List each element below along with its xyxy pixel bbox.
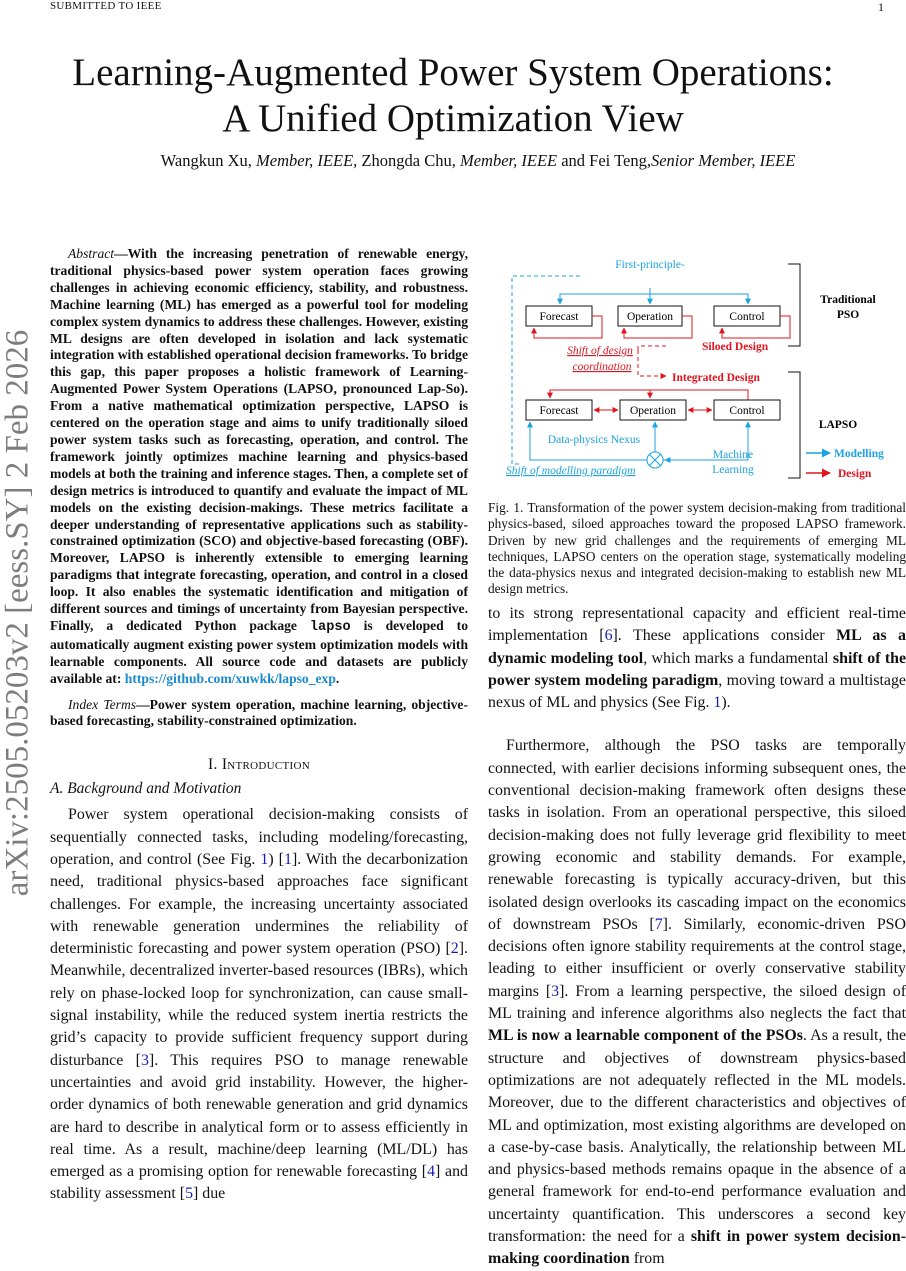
text-run: ]. This requires PSO to manage renewable uncertainties and avoid grid instability. However, the higher-order dynamics of both renewable generation and grid dynamics are hard to describe in analytical form or to assess efficiently in real time. As a result, machine/deep learning (ML/DL) has emerged as a promising option for renewable forecasting [ — [50, 1051, 468, 1181]
right-column — [488, 603, 906, 1271]
title-line-2: A Unified Optimization View — [222, 97, 684, 140]
page-number: 1 — [878, 0, 884, 14]
traditional-label: Traditional — [820, 294, 876, 306]
index-terms — [50, 697, 468, 731]
figure-1-diagram — [490, 252, 906, 484]
text-run: ). — [721, 694, 731, 712]
text-run: ]. Meanwhile, decentralized inverter-based resources (IBRs), which rely on phase-locked loop for synchronization, can cause small-signal instability, while the reduced system inertia restricts the grid’s capacity to provide sufficient frequency support during disturbance [ — [50, 940, 468, 1069]
package-name: lapso — [309, 619, 351, 635]
section-number: I. — [207, 756, 218, 774]
subsection-heading: A. Background and Motivation — [50, 780, 242, 798]
citation-link[interactable]: 4 — [427, 1163, 436, 1181]
repo-link[interactable]: https://github.com/xuwkk/lapso_exp — [124, 670, 336, 686]
bold-phrase: ML as a dynamic modeling tool — [488, 627, 906, 667]
abstract — [50, 246, 468, 688]
lapso-bracket — [788, 372, 800, 478]
text-run: ]. Similarly, economic-driven PSO decisions often ignore stability requirements at the control stage, leading to either insufficient or overly conservative stability margins [ — [488, 915, 906, 1000]
lapso-label: LAPSO — [818, 419, 858, 431]
legend-modelling-label: Modelling — [834, 448, 884, 460]
author-3-role: Senior Member, IEEE — [650, 151, 796, 170]
integrated-feedback — [550, 390, 748, 400]
text-run: , which marks a fundamental — [643, 649, 833, 667]
intro-paragraph — [50, 804, 468, 1205]
shift-design-label-1: Shift of design — [567, 345, 633, 357]
operation-label-traditional: Operation — [627, 311, 673, 323]
left-column — [50, 246, 468, 1206]
forecast-label-lapso: Forecast — [539, 405, 579, 417]
shift-design-dashed — [638, 346, 666, 350]
citation-link[interactable]: 3 — [551, 982, 560, 1000]
text-run: ) [ — [268, 850, 284, 868]
text-run: from — [629, 1250, 665, 1268]
text-run: ] due — [193, 1185, 226, 1203]
text-run: ]. With the decarbonization need, traditional physics-based approaches face significant challenges. For example, the increasing uncertainty associated with renewable generation undermines the reliability of deterministic forecasting and power system operation (PSO) [ — [50, 850, 468, 958]
author-2-role: Member, IEEE — [459, 151, 558, 170]
author-1-role: Member, IEEE — [256, 151, 354, 170]
index-terms-label: Index Terms — [68, 696, 137, 712]
arxiv-sidebar — [0, 318, 36, 908]
citation-link[interactable]: 2 — [450, 940, 459, 958]
control-label-traditional: Control — [729, 311, 765, 323]
data-physics-label: Data-physics Nexus — [547, 434, 641, 446]
author-2: Zhongda Chu, — [361, 151, 456, 170]
citation-link[interactable]: 3 — [140, 1051, 149, 1069]
bold-phrase: shift of the power system modeling paradigm — [488, 649, 906, 689]
legend-design-label: Design — [838, 468, 872, 480]
abstract-text-1: —With the increasing penetration of renewable energy, traditional physics-based power system operation faces growing challenges in achieving economic efficiency, stability, and robustness. Machine learning (ML) has emerged as a powerful tool for modeling complex system dynamics to address these challenges. However, existing ML designs are often developed in isolation and lack systematic integration with established operational decision frameworks. To bridge this gap, this paper proposes a holistic framework of Learning-Augmented Power System Operations (LAPSO, pronounced Lap-So). From a native mathematical optimization perspective, LAPSO is centered on the operation stage and aims to unify traditionally siloed power system tasks such as forecasting, operation, and control. The framework jointly optimizes machine learning and physics-based models at both the training and inference stages. Then, a complete set of design metrics is introduced to quantify and evaluate the impact of ML models on the existing decision-makings. These metrics facilitate a deeper understanding of representative applications such as stability-constrained optimization (SCO) and objective-based forecasting (OBF). Moreover, LAPSO is inherently extensible to emerging learning paradigms that integrate forecasting, operation, and control in a closed loop. It also enables the systematic identification and mitigation of different sources and timings of uncertainty from Bayesian perspective. Finally, a dedicated Python package — [50, 246, 468, 633]
title-line-1: Learning-Augmented Power System Operations: — [72, 51, 834, 94]
shift-modelling-label: Shift of modelling paradigm — [506, 465, 636, 477]
right-paragraph-2 — [488, 735, 906, 1270]
text-run: Furthermore, although the PSO tasks are temporally connected, with earlier decisions informing subsequent ones, the conventional decision-making framework often designs these tasks in isolation. From an operational perspective, this siloed decision-making does not fully leverage grid flexibility to meet growing economic and stability demands. For example, renewable forecasting is typically accuracy-driven, but this isolated design overlooks its cascading impact on the economics of downstream PSOs [ — [488, 737, 906, 933]
section-heading — [50, 756, 468, 774]
shift-design-label-2: coordination — [572, 361, 632, 373]
control-label-lapso: Control — [729, 405, 765, 417]
author-1: Wangkun Xu, — [160, 151, 252, 170]
paper-title — [50, 50, 856, 142]
forecast-label-traditional: Forecast — [539, 311, 579, 323]
first-principle-label: First-principle- — [615, 259, 685, 271]
integrated-design-label: Integrated Design — [672, 372, 760, 384]
index-terms-text: —Power system operation, machine learning, objective-based forecasting, stability-constrained optimization. — [50, 696, 468, 729]
figure-caption: Fig. 1. Transformation of the power system decision-making from traditional physics-based, siloed approaches toward the proposed LAPSO framework. Driven by new grid challenges and the requirements of emerging ML techniques, LAPSO centers on the operation stage, systematically modeling the data-physics nexus and integrated decision-making to establish new ML design metrics. — [488, 500, 906, 597]
siloed-design-label: Siloed Design — [702, 341, 769, 353]
citation-link[interactable]: 1 — [283, 850, 292, 868]
abstract-end: . — [335, 670, 340, 686]
text-run: ] and stability assessment [ — [50, 1163, 468, 1203]
physics-branch — [560, 288, 650, 304]
arxiv-identifier: arXiv:2505.05203v2 [eess.SY] 2 Feb 2026 — [0, 329, 36, 897]
text-run: ]. These applications consider — [612, 627, 837, 645]
physics-branch — [650, 294, 748, 304]
machine-label: Machine — [712, 449, 754, 461]
abstract-text-2: is developed to automatically augment existing power system optimization models with learnable components. All source code and datasets are publicly available at: — [50, 617, 468, 686]
right-paragraph-1 — [488, 603, 906, 714]
text-run: to its strong representational capacity and efficient real-time implementation [ — [488, 605, 906, 645]
pso-label: PSO — [836, 309, 860, 321]
author-3: and Fei Teng, — [561, 151, 651, 170]
bold-phrase: ML is now a learnable component of the PSOs — [488, 1027, 803, 1045]
text-run: , moving toward a multistage nexus of ML and physics (See Fig. — [488, 671, 906, 712]
abstract-label: Abstract — [68, 246, 115, 261]
running-header: SUBMITTED TO IEEE — [50, 0, 162, 12]
fig-ref-link[interactable]: 1 — [260, 850, 269, 868]
shift-design-dashed — [638, 350, 666, 376]
citation-link[interactable]: 5 — [185, 1185, 194, 1203]
operation-label-lapso: Operation — [630, 405, 676, 417]
section-title: Introduction — [221, 756, 311, 774]
text-run: Power system operational decision-making consists of sequentially connected tasks, including modeling/forecasting, operation, and control (See Fig. — [50, 806, 468, 868]
learning-label: Learning — [712, 464, 754, 476]
citation-link[interactable]: 6 — [604, 627, 613, 645]
bold-phrase: shift in power system decision-making coordination — [488, 1228, 906, 1268]
citation-link[interactable]: 7 — [654, 915, 663, 933]
fig-ref-link[interactable]: 1 — [713, 694, 722, 712]
author-list: Wangkun Xu, Member, IEEE, Zhongda Chu, Member, IEEE and Fei Teng,Senior Member, IEEE — [160, 151, 796, 170]
text-run: . As a result, the structure and objectives of downstream physics-based optimizations are not adequately reflected in the ML models. Moreover, due to the different characteristics and objectives of ML and optimization, most existing algorithms are developed on a case-by-case basis. Analytically, the relationship between ML and physics-based methods remains opaque in the absence of a general framework for end-to-end performance evaluation and uncertainty quantification. This underscores a second key transformation: the need for a — [488, 1027, 906, 1246]
text-run: ]. From a learning perspective, the siloed design of ML training and inference algorithms also neglects the fact that — [488, 982, 906, 1023]
